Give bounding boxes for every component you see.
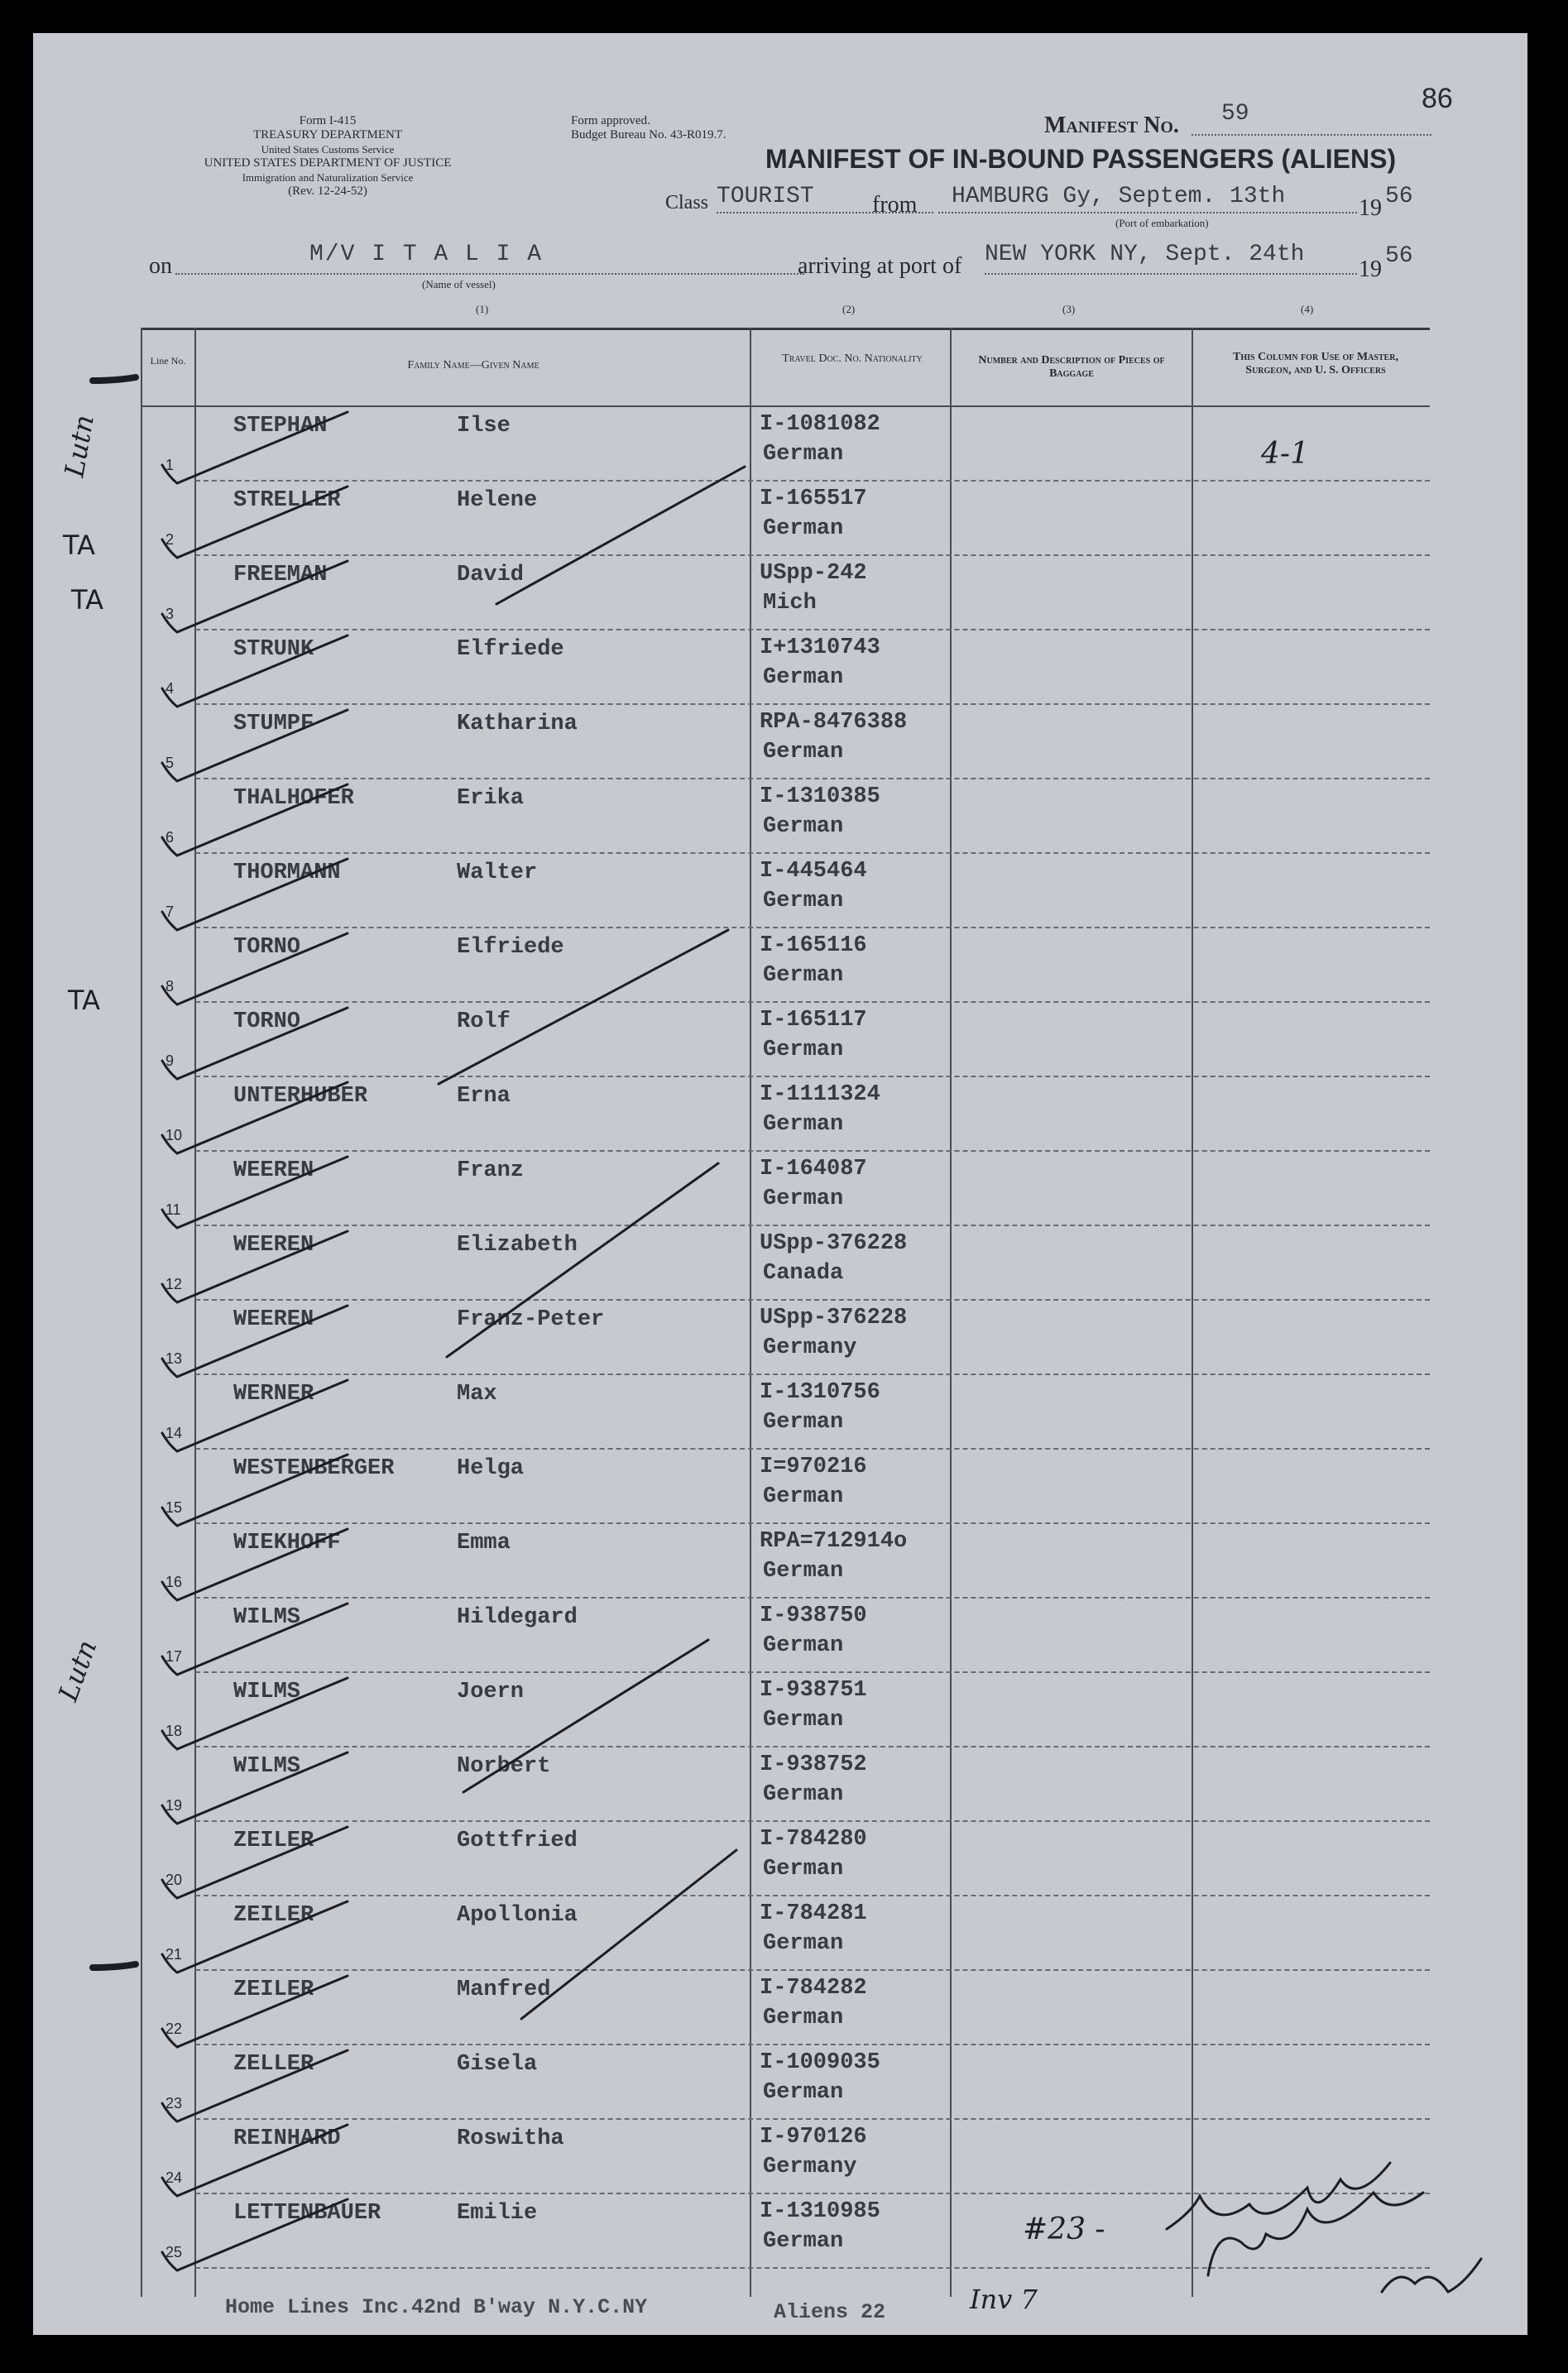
budget-bureau: Budget Bureau No. 43-R019.7. xyxy=(571,128,726,141)
strike-line-row11-13 xyxy=(447,1163,718,1357)
nationality: German xyxy=(763,2080,844,2105)
line-number: 20 xyxy=(165,1872,183,1888)
strike-line-row17-19 xyxy=(463,1640,708,1792)
given-name: Gisela xyxy=(457,2052,538,2077)
family-name: STUMPF xyxy=(233,712,314,736)
line-number: 12 xyxy=(165,1276,183,1292)
travel-doc-no: I-164087 xyxy=(760,1157,867,1182)
travel-doc-no: I-1009035 xyxy=(760,2050,880,2075)
row-check-mark xyxy=(162,784,348,856)
class-label: Class xyxy=(665,192,709,213)
travel-doc-no: I-938752 xyxy=(760,1752,867,1777)
strike-line-row2-3 xyxy=(496,467,745,604)
given-name: Manfred xyxy=(457,1977,551,2002)
treasury-dept: TREASURY DEPARTMENT xyxy=(252,128,403,141)
given-name: Norbert xyxy=(457,1754,551,1779)
signature-1 xyxy=(1167,2163,1390,2229)
line-number: 10 xyxy=(165,1127,183,1143)
row-check-mark xyxy=(162,2050,348,2121)
nationality: Germany xyxy=(763,1335,857,1360)
row-check-mark xyxy=(162,1082,348,1153)
vessel-caption: (Name of vessel) xyxy=(422,278,496,290)
family-name: TORNO xyxy=(233,1009,301,1034)
row-check-mark xyxy=(162,1604,348,1675)
line-number: 9 xyxy=(165,1052,175,1069)
travel-doc-no: I-938750 xyxy=(760,1604,867,1628)
year1-suffix: 56 xyxy=(1385,184,1413,209)
nationality: German xyxy=(763,1186,844,1211)
nationality: German xyxy=(763,1410,844,1435)
row-check-mark xyxy=(162,1008,348,1079)
given-name: David xyxy=(457,563,525,587)
line-number: 7 xyxy=(165,904,175,920)
row-check-mark xyxy=(162,1529,348,1600)
manifest-no-value: 59 xyxy=(1221,101,1249,127)
margin-dash-top xyxy=(93,377,136,381)
row-check-mark xyxy=(162,1231,348,1302)
family-name: THALHOFER xyxy=(233,786,354,811)
row-check-mark xyxy=(162,1901,348,1973)
travel-doc-no: I+1310743 xyxy=(760,635,880,660)
nationality: German xyxy=(763,1038,844,1062)
year1-prefix: 19 xyxy=(1359,195,1382,221)
given-name: Emma xyxy=(457,1531,511,1556)
line-number: 15 xyxy=(165,1499,183,1516)
nationality: German xyxy=(763,963,844,988)
travel-doc-no: I-445464 xyxy=(760,859,867,884)
travel-doc-no: I-938751 xyxy=(760,1678,867,1703)
signature-2 xyxy=(1208,2193,1423,2275)
row-check-mark xyxy=(162,1976,348,2047)
nationality: German xyxy=(763,1782,844,1807)
nationality: Germany xyxy=(763,2155,857,2179)
row-check-mark xyxy=(162,2125,348,2196)
family-name: TORNO xyxy=(233,935,301,960)
travel-doc-no: I-1310756 xyxy=(760,1380,880,1405)
line-number: 8 xyxy=(165,978,175,995)
travel-doc-no: I-1310985 xyxy=(760,2199,880,2224)
family-name: WEEREN xyxy=(233,1158,314,1183)
nationality: German xyxy=(763,1484,844,1509)
row-check-mark xyxy=(162,1678,348,1749)
given-name: Helga xyxy=(457,1456,525,1481)
customs-service: United States Customs Service xyxy=(261,143,395,156)
given-name: Franz xyxy=(457,1158,525,1183)
given-name: Joern xyxy=(457,1680,525,1704)
nationality: German xyxy=(763,889,844,913)
manifest-no-label: Manifest No. xyxy=(1044,113,1179,138)
given-name: Elfriede xyxy=(457,637,564,662)
line-number: 14 xyxy=(165,1425,183,1441)
family-name: LETTENBAUER xyxy=(233,2201,381,2226)
ins-service: Immigration and Naturalization Service xyxy=(242,171,414,184)
nationality: German xyxy=(763,442,844,467)
header-line-no: Line No. xyxy=(150,355,186,367)
given-name: Apollonia xyxy=(457,1903,578,1928)
nationality: German xyxy=(763,740,844,765)
margin-note-row2: TA xyxy=(63,530,95,561)
nationality: German xyxy=(763,1633,844,1658)
family-name: WERNER xyxy=(233,1382,314,1407)
line-number: 17 xyxy=(165,1648,183,1665)
given-name: Elfriede xyxy=(457,935,564,960)
travel-doc-no: I-1310385 xyxy=(760,784,880,809)
family-name: WESTENBERGER xyxy=(233,1456,395,1481)
nationality: German xyxy=(763,2229,844,2254)
family-name: STEPHAN xyxy=(233,414,328,439)
line-number: 23 xyxy=(165,2095,183,2112)
family-name: WILMS xyxy=(233,1754,301,1779)
family-name: WILMS xyxy=(233,1680,301,1704)
form-number: Form I-415 xyxy=(299,114,357,127)
travel-doc-no: USpp-376228 xyxy=(760,1231,908,1256)
nationality: German xyxy=(763,1931,844,1956)
travel-doc-no: I-784280 xyxy=(760,1827,867,1852)
line-number: 1 xyxy=(165,457,175,473)
row-check-mark xyxy=(162,561,348,632)
given-name: Katharina xyxy=(457,712,578,736)
justice-dept: UNITED STATES DEPARTMENT OF JUSTICE xyxy=(204,156,452,170)
margin-note-row1: Lutn xyxy=(58,412,100,480)
nationality: German xyxy=(763,516,844,541)
officer-note-row1: 4-1 xyxy=(1261,437,1309,471)
travel-doc-no: I-784282 xyxy=(760,1976,867,2001)
header-name: Family Name—Given Name xyxy=(407,359,539,372)
family-name: ZEILER xyxy=(233,1829,314,1853)
margin-note-row3: TA xyxy=(71,584,103,616)
row-check-mark xyxy=(162,859,348,930)
bottom-note: Inv 7 xyxy=(970,2284,1038,2315)
from-label: from xyxy=(872,192,918,218)
col-number-2: (2) xyxy=(842,303,856,315)
nationality: German xyxy=(763,814,844,839)
row-check-mark xyxy=(162,1752,348,1824)
given-name: Rolf xyxy=(457,1009,511,1034)
year2-suffix: 56 xyxy=(1385,243,1413,269)
arriving-label: arriving at port of xyxy=(798,253,962,279)
line-number: 11 xyxy=(165,1201,181,1218)
line-number: 13 xyxy=(165,1350,183,1367)
line-number: 4 xyxy=(165,680,175,697)
nationality: German xyxy=(763,665,844,690)
col-number-1: (1) xyxy=(476,303,489,315)
row-check-mark xyxy=(162,1306,348,1377)
line-number: 25 xyxy=(165,2244,183,2260)
family-name: ZEILER xyxy=(233,1977,314,2002)
given-name: Erika xyxy=(457,786,525,811)
travel-doc-no: I-970126 xyxy=(760,2125,867,2150)
page-title: MANIFEST OF IN-BOUND PASSENGERS (ALIENS) xyxy=(765,144,1397,174)
port-embark-caption: (Port of embarkation) xyxy=(1115,217,1209,229)
strike-line-row20-22 xyxy=(521,1850,736,2019)
row-check-mark xyxy=(162,933,348,1004)
signature-note: #23 - xyxy=(1023,2212,1105,2246)
family-name: ZELLER xyxy=(233,2052,314,2077)
line-number: 2 xyxy=(165,531,175,548)
vessel-name: M/V I T A L I A xyxy=(309,242,544,267)
travel-doc-no: I-165517 xyxy=(760,487,867,511)
line-number: 5 xyxy=(165,755,175,771)
line-number: 18 xyxy=(165,1723,183,1739)
margin-dash-bottom xyxy=(93,1964,136,1968)
row-check-mark xyxy=(162,1157,348,1228)
family-name: STRELLER xyxy=(233,488,341,513)
line-number: 21 xyxy=(165,1946,183,1963)
family-name: FREEMAN xyxy=(233,563,328,587)
header-travel-doc: Travel Doc. No. Nationality xyxy=(782,352,923,365)
family-name: STRUNK xyxy=(233,637,314,662)
line-number: 19 xyxy=(165,1797,183,1814)
line-number: 16 xyxy=(165,1574,183,1590)
nationality: Mich xyxy=(763,591,817,616)
row-check-mark xyxy=(162,487,348,558)
given-name: Max xyxy=(457,1382,497,1407)
row-check-mark xyxy=(162,1827,348,1898)
arrival-port-value: NEW YORK NY, Sept. 24th xyxy=(985,242,1305,267)
nationality: German xyxy=(763,1857,844,1882)
family-name: WIEKHOFF xyxy=(233,1531,341,1556)
row-check-mark xyxy=(162,1380,348,1451)
family-name: WEEREN xyxy=(233,1233,314,1258)
form-revision: (Rev. 12-24-52) xyxy=(288,185,367,198)
row-check-mark xyxy=(162,412,348,483)
footer-company: Home Lines Inc.42nd B'way N.Y.C.NY xyxy=(225,2295,648,2319)
given-name: Emilie xyxy=(457,2201,538,2226)
page-number: 86 xyxy=(1422,83,1453,114)
header-baggage: Number and Description of Pieces of Baggage xyxy=(978,354,1165,380)
footer-aliens: Aliens 22 xyxy=(774,2300,886,2324)
given-name: Elizabeth xyxy=(457,1233,578,1258)
travel-doc-no: I-784281 xyxy=(760,1901,867,1926)
travel-doc-no: I=970216 xyxy=(760,1455,867,1479)
travel-doc-no: USpp-376228 xyxy=(760,1306,908,1330)
given-name: Ilse xyxy=(457,414,511,439)
embark-port-value: HAMBURG Gy, Septem. 13th xyxy=(952,184,1286,209)
given-name: Walter xyxy=(457,861,538,885)
travel-doc-no: USpp-242 xyxy=(760,561,867,586)
approval-line: Form approved. xyxy=(571,114,650,127)
nationality: German xyxy=(763,1559,844,1584)
given-name: Franz-Peter xyxy=(457,1307,605,1332)
row-check-mark xyxy=(162,635,348,707)
col-number-4: (4) xyxy=(1301,303,1314,315)
family-name: REINHARD xyxy=(233,2126,341,2151)
header-officers: This Column for Use of Master, Surgeon, and U. S. Officers xyxy=(1233,351,1398,376)
line-number: 6 xyxy=(165,829,175,846)
row-check-mark xyxy=(162,710,348,781)
given-name: Hildegard xyxy=(457,1605,578,1630)
signature-3 xyxy=(1382,2259,1481,2292)
family-name: THORMANN xyxy=(233,861,341,885)
family-name: WEEREN xyxy=(233,1307,314,1332)
family-name: UNTERHUBER xyxy=(233,1084,368,1109)
line-number: 3 xyxy=(165,606,175,622)
given-name: Helene xyxy=(457,488,538,513)
row-check-mark xyxy=(162,1455,348,1526)
family-name: WILMS xyxy=(233,1605,301,1630)
on-label: on xyxy=(149,253,172,279)
nationality: German xyxy=(763,1708,844,1733)
row-check-mark xyxy=(162,2199,348,2270)
nationality: Canada xyxy=(763,1261,844,1286)
travel-doc-no: I-1081082 xyxy=(760,412,880,437)
given-name: Roswitha xyxy=(457,2126,564,2151)
nationality: German xyxy=(763,2006,844,2030)
row-check-marks xyxy=(162,412,348,2270)
strike-line-row8-9 xyxy=(439,930,728,1084)
given-name: Gottfried xyxy=(457,1829,578,1853)
travel-doc-no: RPA-8476388 xyxy=(760,710,908,735)
line-number: 22 xyxy=(165,2021,183,2037)
nationality: German xyxy=(763,1112,844,1137)
margin-note-row8: TA xyxy=(68,985,100,1016)
travel-doc-no: I-165116 xyxy=(760,933,867,958)
family-name: ZEILER xyxy=(233,1903,314,1928)
year2-prefix: 19 xyxy=(1359,256,1382,282)
line-number: 24 xyxy=(165,2169,183,2186)
travel-doc-no: I-1111324 xyxy=(760,1082,880,1107)
col-number-3: (3) xyxy=(1062,303,1076,315)
class-value: TOURIST xyxy=(717,184,814,209)
margin-note-row17: Lutn xyxy=(51,1636,103,1705)
given-name: Erna xyxy=(457,1084,511,1109)
travel-doc-no: RPA=712914o xyxy=(760,1529,908,1554)
travel-doc-no: I-165117 xyxy=(760,1008,867,1033)
